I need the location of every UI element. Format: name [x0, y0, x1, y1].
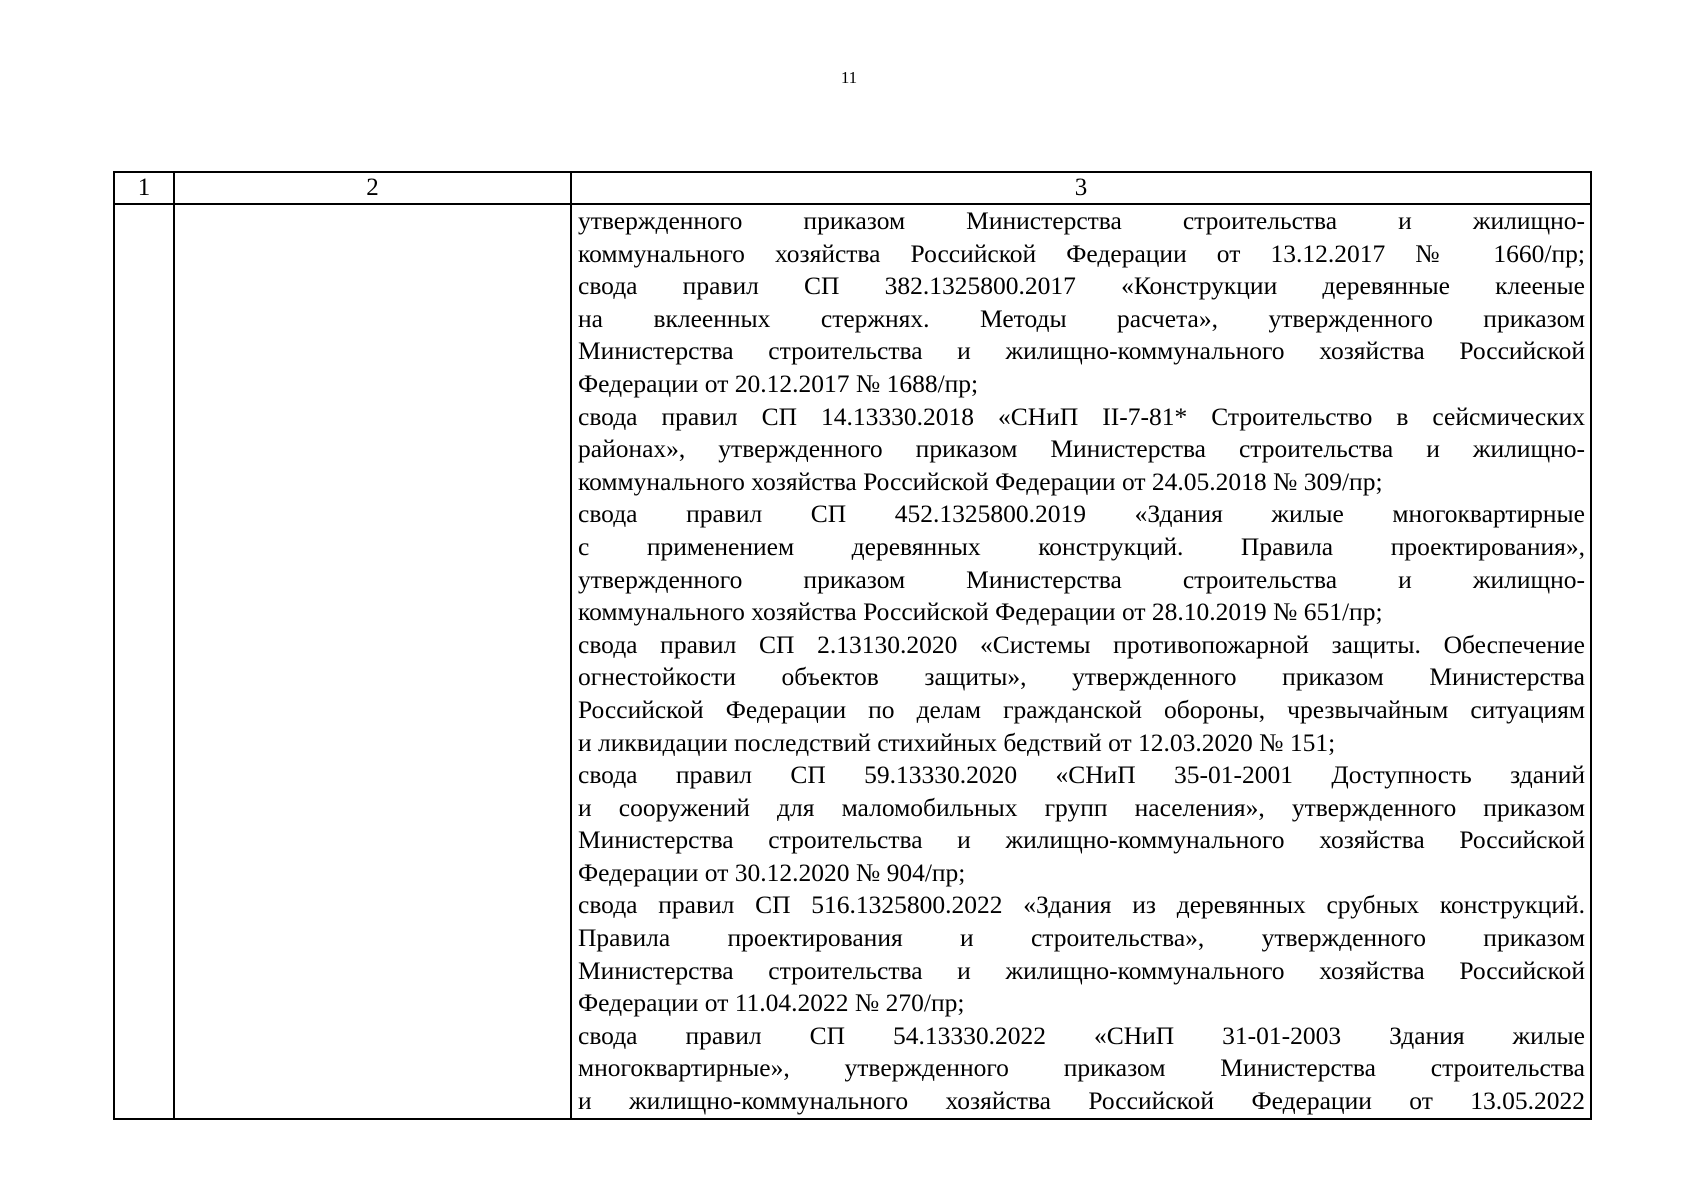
text-line: свода правил СП 59.13330.2020 «СНиП 35-01-2001 Доступность зданий [578, 760, 1585, 790]
text-line: на вклеенных стержнях. Методы расчета», утвержденного приказом [578, 303, 1585, 333]
text-line: свода правил СП 452.1325800.2019 «Здания жилые многоквартирные [578, 499, 1585, 529]
text-line: утвержденного приказом Министерства строительства и жилищно- [578, 564, 1585, 594]
page-number: 11 [840, 68, 858, 87]
text-line: многоквартирные», утвержденного приказом Министерства строительства [578, 1053, 1585, 1083]
text-line: с применением деревянных конструкций. Правила проектирования», [578, 531, 1585, 561]
text-line: коммунального хозяйства Российской Федерации от 13.12.2017 № 1660/пр; [578, 238, 1585, 268]
header-cell-3: 3 [571, 172, 1591, 204]
text-line: Правила проектирования и строительства», утвержденного приказом [578, 923, 1585, 953]
text-line: и ликвидации последствий стихийных бедствий от 12.03.2020 № 151; [578, 727, 1336, 757]
text-line: свода правил СП 14.13330.2018 «СНиП II-7-81* Строительство в сейсмических [578, 401, 1585, 431]
regulations-table [113, 171, 1592, 1120]
text-line: свода правил СП 382.1325800.2017 «Конструкции деревянные клееные [578, 271, 1585, 301]
text-line: Министерства строительства и жилищно-коммунального хозяйства Российской [578, 955, 1585, 985]
text-line: свода правил СП 54.13330.2022 «СНиП 31-01-2003 Здания жилые [578, 1020, 1585, 1050]
header-cell-2: 2 [174, 172, 571, 204]
text-line: Министерства строительства и жилищно-коммунального хозяйства Российской [578, 336, 1585, 366]
table-header-row [114, 172, 1591, 204]
text-line: Российской Федерации по делам гражданской обороны, чрезвычайным ситуациям [578, 694, 1585, 724]
header-cell-1: 1 [114, 172, 174, 204]
text-line: утвержденного приказом Министерства строительства и жилищно- [578, 206, 1585, 235]
text-line: огнестойкости объектов защиты», утвержденного приказом Министерства [578, 662, 1585, 692]
table-row [114, 204, 1591, 1119]
text-line: Федерации от 30.12.2020 № 904/пр; [578, 857, 966, 887]
text-line: и сооружений для маломобильных групп населения», утвержденного приказом [578, 792, 1585, 822]
text-line: свода правил СП 2.13130.2020 «Системы противопожарной защиты. Обеспечение [578, 629, 1585, 659]
text-line: коммунального хозяйства Российской Федерации от 24.05.2018 № 309/пр; [578, 466, 1383, 496]
regulations-text [578, 205, 1585, 1118]
row-cell-1 [114, 204, 174, 1119]
text-line: Федерации от 11.04.2022 № 270/пр; [578, 988, 965, 1018]
text-line: свода правил СП 516.1325800.2022 «Здания из деревянных срубных конструкций. [578, 890, 1585, 920]
text-line: Федерации от 20.12.2017 № 1688/пр; [578, 368, 979, 398]
text-line: и жилищно-коммунального хозяйства Российской Федерации от 13.05.2022 [578, 1086, 1585, 1116]
text-line: районах», утвержденного приказом Министерства строительства и жилищно- [578, 434, 1585, 464]
text-line: Министерства строительства и жилищно-коммунального хозяйства Российской [578, 825, 1585, 855]
row-cell-3 [571, 204, 1591, 1119]
text-line: коммунального хозяйства Российской Федерации от 28.10.2019 № 651/пр; [578, 597, 1383, 627]
row-cell-2 [174, 204, 571, 1119]
